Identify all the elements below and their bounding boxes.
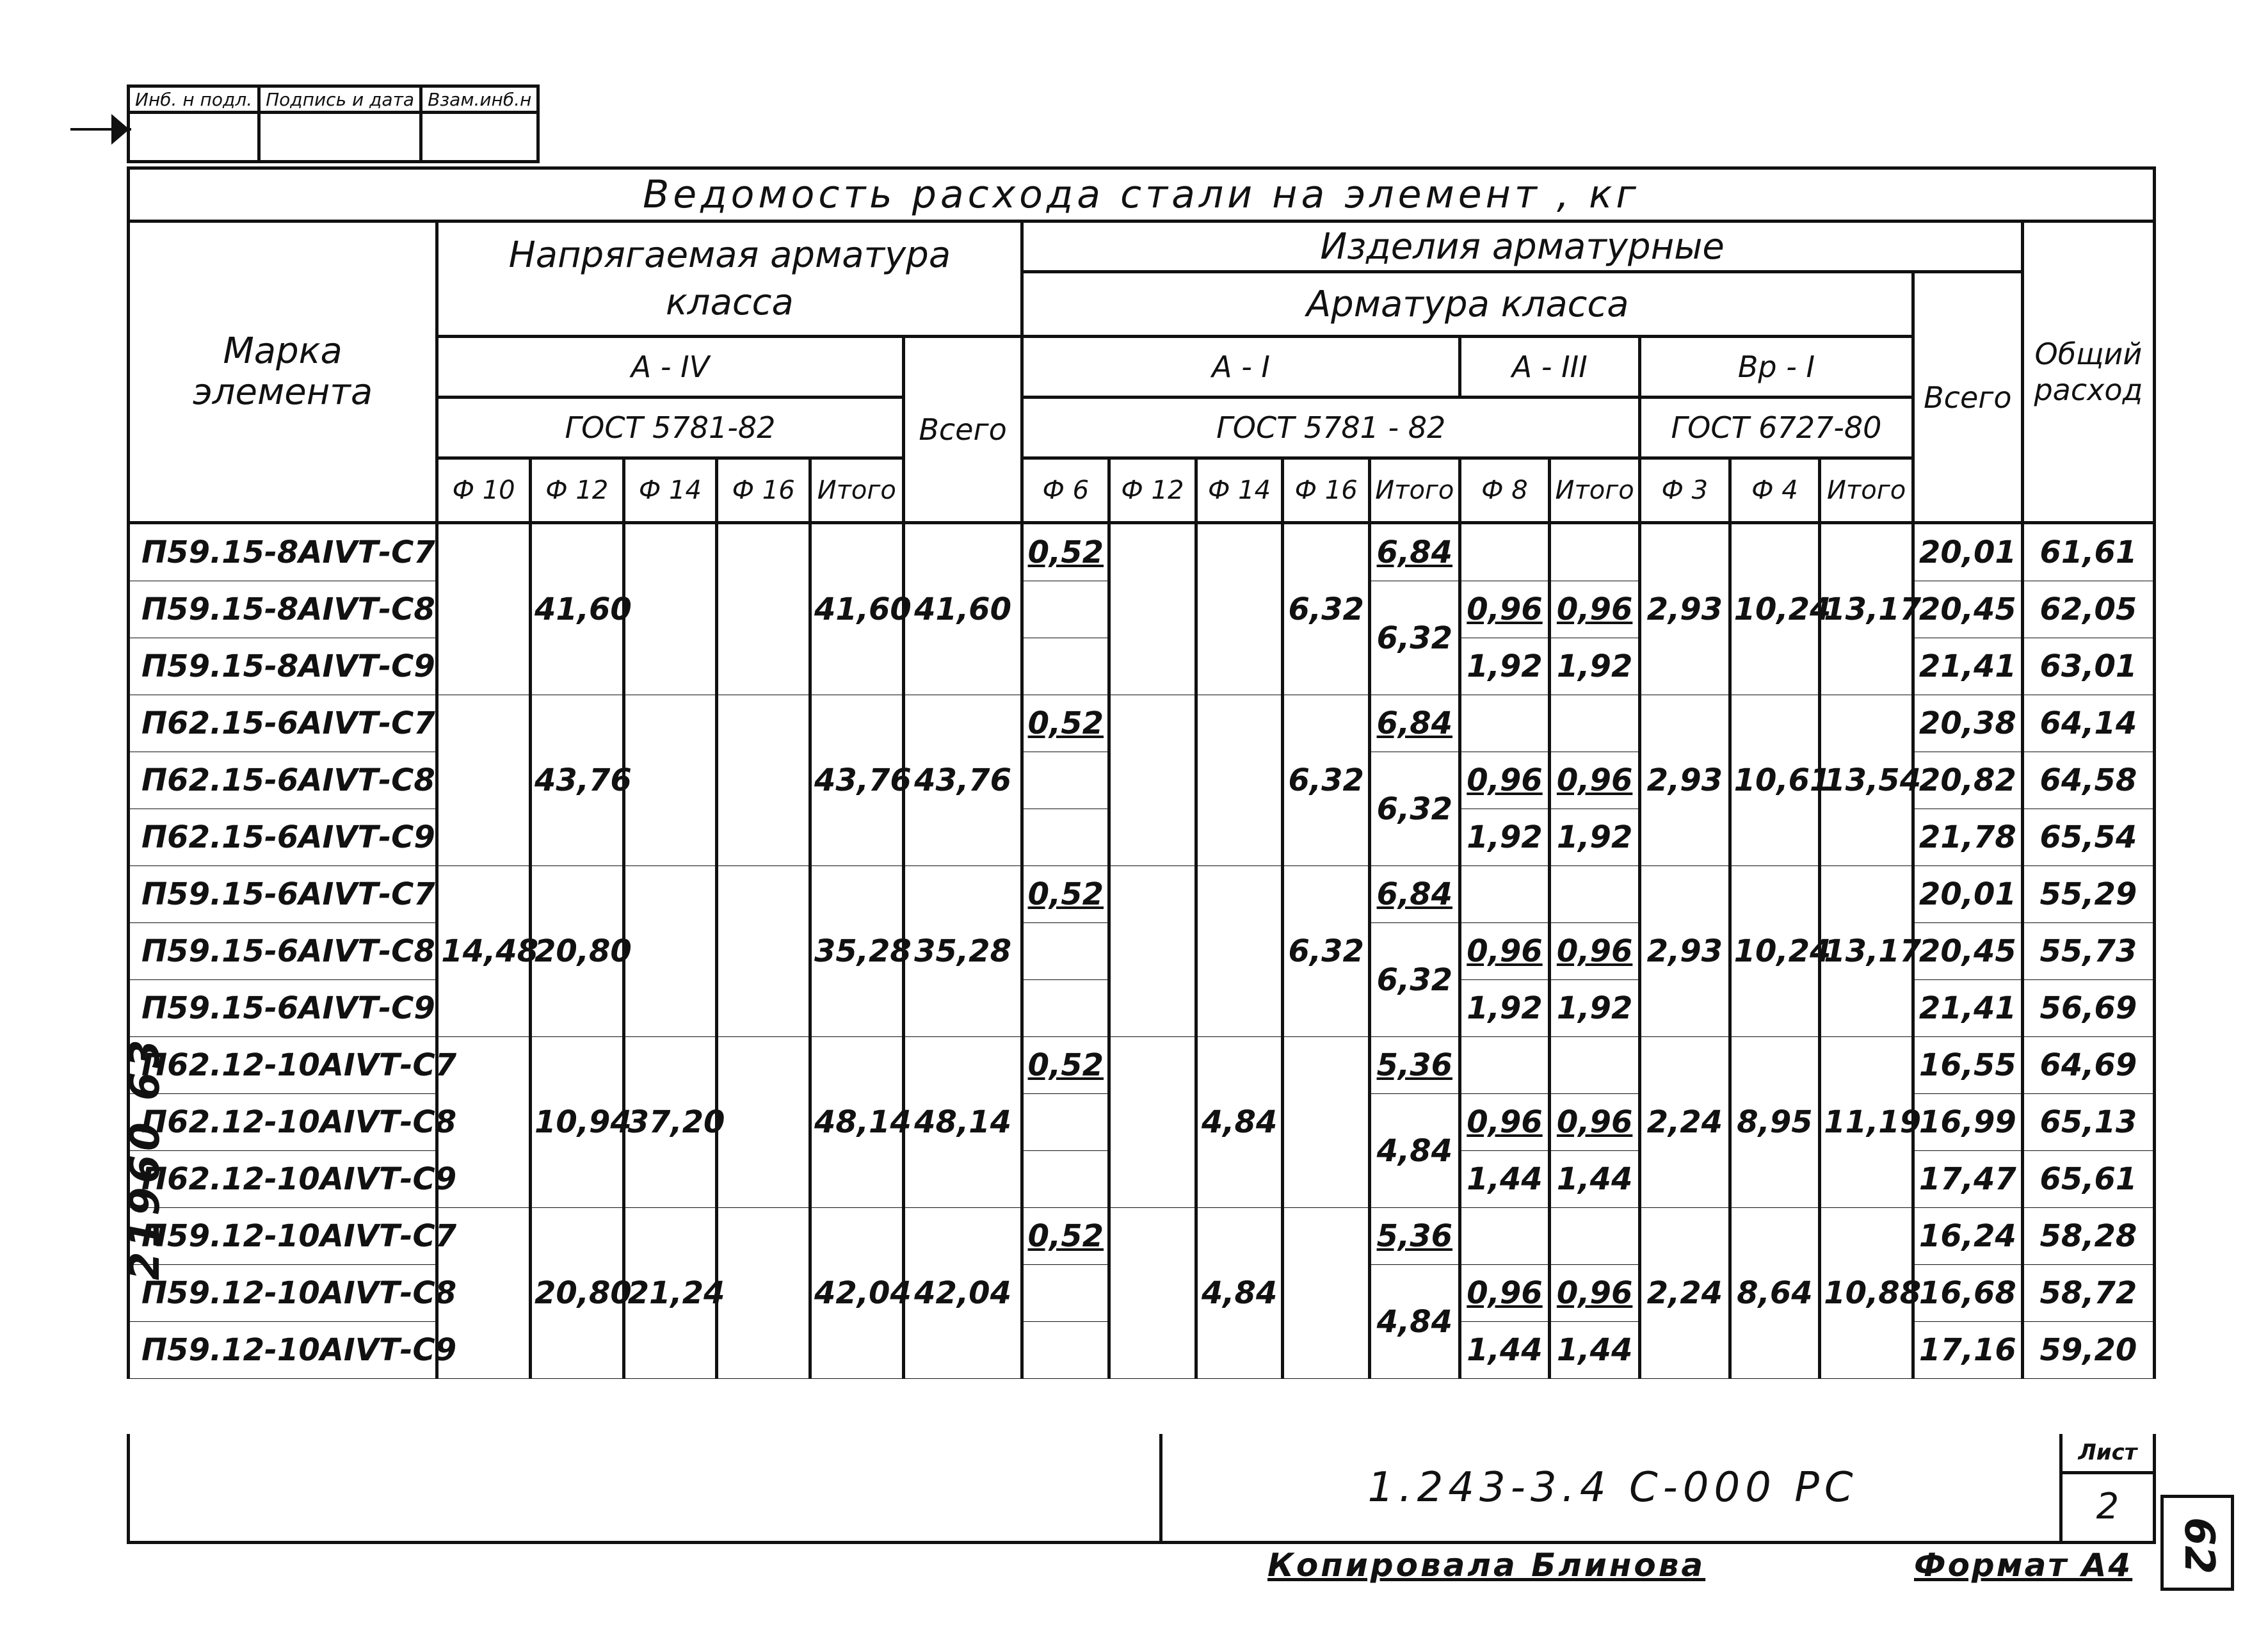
- cell-a3-total: 0,96: [1550, 581, 1640, 638]
- subcol-a1-f14: Ф 14: [1196, 458, 1283, 523]
- cell-a1-f16: [1283, 1037, 1370, 1208]
- cell-a4-f12: 20,80: [530, 1208, 623, 1379]
- cell-a4-f14: [623, 695, 717, 866]
- cell-a3-total: [1550, 523, 1640, 581]
- stamp-label-inventory: Инб. н подл.: [129, 86, 259, 113]
- cell-a1-f14: [1196, 523, 1283, 695]
- cell-a1-total: 4,84: [1369, 1265, 1460, 1379]
- cell-a1-f14: [1196, 695, 1283, 866]
- steel-consumption-table: [127, 166, 2156, 1379]
- cell-a1-f12: [1109, 1037, 1196, 1208]
- table-row: [129, 523, 2155, 581]
- element-mark: П62.15-6АIVТ-С9: [129, 809, 437, 866]
- subcol-a4-f16: Ф 16: [717, 458, 810, 523]
- cell-a4-f14: 37,20: [623, 1037, 717, 1208]
- cell-products-total: 20,45: [1913, 581, 2022, 638]
- cell-a4-f12: 20,80: [530, 866, 623, 1037]
- cell-a3-f8: 1,44: [1460, 1151, 1550, 1208]
- copied-by-note: Копировала Блинова: [1267, 1547, 1706, 1584]
- cell-a1-f6: [1022, 809, 1109, 866]
- cell-a1-f6: [1022, 752, 1109, 809]
- cell-a3-total: 0,96: [1550, 1094, 1640, 1151]
- cell-a3-f8: [1460, 695, 1550, 752]
- cell-a3-total: 1,44: [1550, 1151, 1640, 1208]
- cell-a3-f8: [1460, 866, 1550, 923]
- inventory-number-vertical: [38, 1036, 169, 1280]
- class-a1-header: А - I: [1022, 337, 1460, 398]
- stamp-field-replacement: [421, 113, 538, 162]
- cell-a1-f6: [1022, 1151, 1109, 1208]
- cell-a1-f12: [1109, 866, 1196, 1037]
- cell-a1-f16: 6,32: [1283, 866, 1370, 1037]
- subcol-a1-f16: Ф 16: [1283, 458, 1370, 523]
- cell-a4-f10: [437, 523, 531, 695]
- subcol-a1-f12: Ф 12: [1109, 458, 1196, 523]
- cell-grand-total: 65,61: [2022, 1151, 2154, 1208]
- grand-total-header: Общий расход: [2022, 221, 2154, 523]
- cell-products-total: 16,55: [1913, 1037, 2022, 1094]
- cell-products-total: 20,45: [1913, 923, 2022, 980]
- cell-a4-f16: [717, 866, 810, 1037]
- cell-a1-f6: [1022, 581, 1109, 638]
- cell-a1-f6: 0,52: [1022, 1037, 1109, 1094]
- cell-a4-f10: [437, 695, 531, 866]
- cell-a4-f12: 10,94: [530, 1037, 623, 1208]
- cell-a3-total: [1550, 866, 1640, 923]
- table-row: [129, 866, 2155, 923]
- sheet-box: [2059, 1434, 2153, 1541]
- cell-grand-total: 65,54: [2022, 809, 2154, 866]
- cell-a3-f8: 0,96: [1460, 581, 1550, 638]
- cell-a4-f12: 41,60: [530, 523, 623, 695]
- cell-a4-total: 42,04: [810, 1208, 903, 1379]
- cell-a3-total: [1550, 1037, 1640, 1094]
- cell-stressed-total: 35,28: [903, 866, 1022, 1037]
- cell-a4-f16: [717, 1037, 810, 1208]
- cell-a1-f6: [1022, 923, 1109, 980]
- cell-vr-f4: 10,24: [1730, 523, 1820, 695]
- cell-products-total: 21,78: [1913, 809, 2022, 866]
- cell-a1-total: 4,84: [1369, 1094, 1460, 1208]
- element-mark: П59.15-6АIVТ-С9: [129, 980, 437, 1037]
- sheet-number: 2: [2096, 1486, 2119, 1527]
- cell-vr-f4: 10,24: [1730, 866, 1820, 1037]
- cell-a3-total: 0,96: [1550, 923, 1640, 980]
- cell-stressed-total: 43,76: [903, 695, 1022, 866]
- cell-vr-total: 13,17: [1820, 866, 1913, 1037]
- cell-grand-total: 64,69: [2022, 1037, 2154, 1094]
- stamp-label-signature: Подпись и дата: [259, 86, 421, 113]
- cell-a1-f14: 4,84: [1196, 1208, 1283, 1379]
- cell-a3-f8: 1,44: [1460, 1322, 1550, 1379]
- stamp-field-inventory: [129, 113, 259, 162]
- cell-a4-f16: [717, 1208, 810, 1379]
- cell-a3-total: [1550, 1208, 1640, 1265]
- class-a4-header: А - IV: [437, 337, 903, 398]
- cell-a4-f12: 43,76: [530, 695, 623, 866]
- cell-a3-total: 0,96: [1550, 752, 1640, 809]
- cell-stressed-total: 42,04: [903, 1208, 1022, 1379]
- element-mark: П59.12-10АIVТ-С7: [129, 1208, 437, 1265]
- element-mark: П59.15-8АIVТ-С9: [129, 638, 437, 695]
- cell-a3-f8: [1460, 1037, 1550, 1094]
- cell-grand-total: 55,73: [2022, 923, 2154, 980]
- cell-a1-total: 6,32: [1369, 581, 1460, 695]
- cell-products-total: 20,38: [1913, 695, 2022, 752]
- cell-a4-f14: [623, 866, 717, 1037]
- class-a3-header: А - III: [1460, 337, 1639, 398]
- cell-products-total: 16,99: [1913, 1094, 2022, 1151]
- cell-a1-f6: [1022, 980, 1109, 1037]
- col-mark-header: Марка элемента: [129, 221, 437, 523]
- cell-vr-total: 11,19: [1820, 1037, 1913, 1208]
- class-vr1-header: Вр - I: [1639, 337, 1913, 398]
- cell-a4-f14: 21,24: [623, 1208, 717, 1379]
- cell-a1-total: 6,84: [1369, 866, 1460, 923]
- element-mark: П59.15-6АIVТ-С8: [129, 923, 437, 980]
- cell-vr-total: 10,88: [1820, 1208, 1913, 1379]
- subcol-a3-f8: Ф 8: [1460, 458, 1550, 523]
- cell-vr-total: 13,54: [1820, 695, 1913, 866]
- cell-a3-total: 0,96: [1550, 1265, 1640, 1322]
- cell-a3-f8: 0,96: [1460, 1094, 1550, 1151]
- stamp-field-signature: [259, 113, 421, 162]
- cell-a1-f6: [1022, 1094, 1109, 1151]
- cell-products-total: 17,16: [1913, 1322, 2022, 1379]
- cell-a1-f6: 0,52: [1022, 866, 1109, 923]
- subcol-a4-f14: Ф 14: [623, 458, 717, 523]
- products-class-header: Арматура класса: [1022, 272, 1913, 337]
- cell-a4-f16: [717, 695, 810, 866]
- gost-a1-header: ГОСТ 5781 - 82: [1022, 398, 1639, 458]
- cell-products-total: 16,24: [1913, 1208, 2022, 1265]
- cell-a3-total: 1,44: [1550, 1322, 1640, 1379]
- element-mark: П62.15-6АIVТ-С7: [129, 695, 437, 752]
- cell-a3-f8: 0,96: [1460, 752, 1550, 809]
- products-group-header: Изделия арматурные: [1022, 221, 2022, 272]
- cell-a1-f12: [1109, 523, 1196, 695]
- element-mark: П62.12-10АIVТ-С8: [129, 1094, 437, 1151]
- cell-a4-total: 41,60: [810, 523, 903, 695]
- element-mark: П59.12-10АIVТ-С8: [129, 1265, 437, 1322]
- cell-a4-f14: [623, 523, 717, 695]
- cell-stressed-total: 48,14: [903, 1037, 1022, 1208]
- stressed-group-header: Напрягаемая арматура класса: [437, 221, 1022, 337]
- subcol-vr1-f4: Ф 4: [1730, 458, 1820, 523]
- cell-a4-total: 43,76: [810, 695, 903, 866]
- cell-products-total: 21,41: [1913, 980, 2022, 1037]
- gost-a4-header: ГОСТ 5781-82: [437, 398, 903, 458]
- sheet-label: Лист: [2063, 1434, 2153, 1474]
- cell-a4-f16: [717, 523, 810, 695]
- cell-products-total: 17,47: [1913, 1151, 2022, 1208]
- cell-products-total: 20,82: [1913, 752, 2022, 809]
- cell-vr-total: 13,17: [1820, 523, 1913, 695]
- cell-grand-total: 64,14: [2022, 695, 2154, 752]
- table-row: [129, 695, 2155, 752]
- cell-a1-f6: [1022, 1265, 1109, 1322]
- cell-a1-f12: [1109, 1208, 1196, 1379]
- element-mark: П59.15-6АIVТ-С7: [129, 866, 437, 923]
- cell-a1-f16: 6,32: [1283, 523, 1370, 695]
- cell-vr-f3: 2,24: [1639, 1208, 1730, 1379]
- subcol-vr1-total: Итого: [1820, 458, 1913, 523]
- stamp-top: [127, 85, 540, 163]
- page-number-box: [2160, 1495, 2234, 1591]
- element-mark: П62.12-10АIVТ-С9: [129, 1151, 437, 1208]
- cell-a3-total: 1,92: [1550, 638, 1640, 695]
- stressed-total-header: Всего: [903, 337, 1022, 523]
- cell-vr-f4: 8,64: [1730, 1208, 1820, 1379]
- element-mark: П62.12-10АIVТ-С7: [129, 1037, 437, 1094]
- cell-vr-f3: 2,24: [1639, 1037, 1730, 1208]
- table-title: Ведомость расхода стали на элемент , кг: [129, 168, 2155, 221]
- cell-a3-f8: [1460, 1208, 1550, 1265]
- cell-grand-total: 58,72: [2022, 1265, 2154, 1322]
- subcol-a1-total: Итого: [1369, 458, 1460, 523]
- cell-a4-f10: 14,48: [437, 866, 531, 1037]
- cell-a3-f8: [1460, 523, 1550, 581]
- element-mark: П59.15-8АIVТ-С8: [129, 581, 437, 638]
- cell-a3-total: 1,92: [1550, 809, 1640, 866]
- inventory-number-text: 21960 63: [122, 1036, 169, 1280]
- cell-a1-f14: [1196, 866, 1283, 1037]
- cell-a1-total: 6,84: [1369, 695, 1460, 752]
- cell-grand-total: 64,58: [2022, 752, 2154, 809]
- element-mark: П62.15-6АIVТ-С8: [129, 752, 437, 809]
- cell-a1-f16: 6,32: [1283, 695, 1370, 866]
- cell-a1-f6: [1022, 1322, 1109, 1379]
- cell-a1-total: 6,32: [1369, 923, 1460, 1037]
- cell-grand-total: 63,01: [2022, 638, 2154, 695]
- cell-vr-f4: 8,95: [1730, 1037, 1820, 1208]
- cell-vr-f3: 2,93: [1639, 695, 1730, 866]
- document-code: 1.243-3.4 С-000 РС: [1159, 1434, 2063, 1541]
- cell-a1-f6: 0,52: [1022, 695, 1109, 752]
- cell-a1-total: 6,32: [1369, 752, 1460, 866]
- cell-a3-total: [1550, 695, 1640, 752]
- cell-a4-total: 48,14: [810, 1037, 903, 1208]
- cell-products-total: 20,01: [1913, 523, 2022, 581]
- cell-grand-total: 55,29: [2022, 866, 2154, 923]
- element-mark: П59.12-10АIVТ-С9: [129, 1322, 437, 1379]
- cell-a3-f8: 0,96: [1460, 1265, 1550, 1322]
- cell-vr-f3: 2,93: [1639, 866, 1730, 1037]
- table-row: [129, 1208, 2155, 1265]
- cell-a1-total: 5,36: [1369, 1037, 1460, 1094]
- subcol-a1-f6: Ф 6: [1022, 458, 1109, 523]
- format-note: Формат А4: [1914, 1547, 2133, 1584]
- cell-a3-f8: 1,92: [1460, 638, 1550, 695]
- cell-products-total: 20,01: [1913, 866, 2022, 923]
- products-total-header: Всего: [1913, 272, 2022, 523]
- cell-a1-f16: [1283, 1208, 1370, 1379]
- stamp-label-replacement: Взам.инб.н: [421, 86, 538, 113]
- subcol-vr1-f3: Ф 3: [1639, 458, 1730, 523]
- cell-a1-f12: [1109, 695, 1196, 866]
- subcol-a4-total: Итого: [810, 458, 903, 523]
- cell-grand-total: 59,20: [2022, 1322, 2154, 1379]
- title-block: [127, 1434, 2156, 1544]
- page-number-text: 62: [2175, 1517, 2223, 1575]
- cell-vr-f4: 10,61: [1730, 695, 1820, 866]
- subcol-a4-f10: Ф 10: [437, 458, 531, 523]
- cell-vr-f3: 2,93: [1639, 523, 1730, 695]
- cell-a4-total: 35,28: [810, 866, 903, 1037]
- cell-grand-total: 58,28: [2022, 1208, 2154, 1265]
- gost-vr1-header: ГОСТ 6727-80: [1639, 398, 1913, 458]
- subcol-a3-total: Итого: [1550, 458, 1640, 523]
- cell-a1-f14: 4,84: [1196, 1037, 1283, 1208]
- cell-a1-total: 6,84: [1369, 523, 1460, 581]
- cell-products-total: 21,41: [1913, 638, 2022, 695]
- cell-a3-total: 1,92: [1550, 980, 1640, 1037]
- cell-stressed-total: 41,60: [903, 523, 1022, 695]
- cell-a3-f8: 1,92: [1460, 809, 1550, 866]
- table-row: [129, 1037, 2155, 1094]
- element-mark: П59.15-8АIVТ-С7: [129, 523, 437, 581]
- cell-a1-f6: 0,52: [1022, 1208, 1109, 1265]
- cell-a1-f6: 0,52: [1022, 523, 1109, 581]
- subcol-a4-f12: Ф 12: [530, 458, 623, 523]
- cell-grand-total: 65,13: [2022, 1094, 2154, 1151]
- cell-grand-total: 62,05: [2022, 581, 2154, 638]
- cell-grand-total: 61,61: [2022, 523, 2154, 581]
- cell-a3-f8: 0,96: [1460, 923, 1550, 980]
- cell-grand-total: 56,69: [2022, 980, 2154, 1037]
- cell-a3-f8: 1,92: [1460, 980, 1550, 1037]
- cell-products-total: 16,68: [1913, 1265, 2022, 1322]
- cell-a1-total: 5,36: [1369, 1208, 1460, 1265]
- cell-a1-f6: [1022, 638, 1109, 695]
